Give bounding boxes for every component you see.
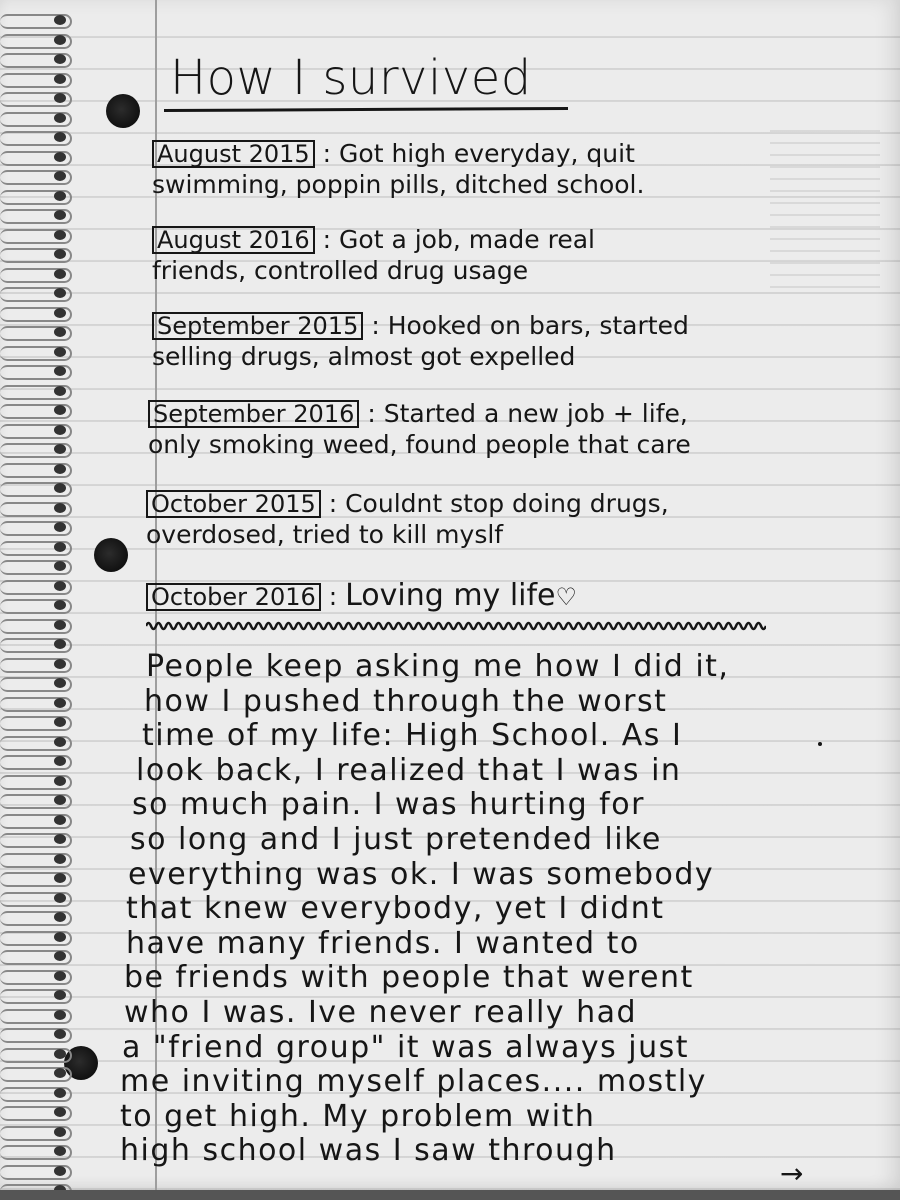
story-line: People keep asking me how I did it,	[146, 649, 730, 684]
story-line: that knew everybody, yet I didnt	[126, 891, 665, 927]
entry-date: October 2016	[146, 583, 321, 611]
entry-text: Started a new job + life,	[383, 399, 688, 428]
continue-arrow-icon: →	[780, 1157, 804, 1190]
timeline-entry: October 2016 : Loving my life♡	[146, 580, 746, 613]
entry-text: Hooked on bars, started	[387, 311, 689, 340]
story-line: have many friends. I wanted to	[126, 925, 640, 961]
entry-date: September 2015	[152, 312, 363, 340]
title-underline	[164, 107, 568, 112]
ink-dot	[818, 742, 822, 746]
timeline-entry: October 2015 : Couldnt stop doing drugs, overdosed, tried to kill myslf	[146, 488, 746, 550]
entry-text: swimming, poppin pills, ditched school.	[152, 170, 645, 199]
story-line: time of my life: High School. As I	[142, 718, 683, 754]
timeline-entry: August 2016 : Got a job, made real friends, controlled drug usage	[152, 224, 752, 286]
story-line: who I was. Ive never really had	[124, 994, 638, 1030]
timeline-entry: September 2016 : Started a new job + life, only smoking weed, found people that care	[148, 398, 748, 460]
entry-date: September 2016	[148, 400, 359, 428]
story-line: so much pain. I was hurting for	[132, 787, 645, 823]
story-line: everything was ok. I was somebody	[128, 856, 715, 892]
story-line: a "friend group" it was always just	[122, 1029, 689, 1065]
wavy-divider	[146, 618, 766, 634]
heart-icon: ♡	[555, 583, 578, 611]
entry-text: friends, controlled drug usage	[152, 256, 529, 285]
timeline-entry: August 2015 : Got high everyday, quit swimming, poppin pills, ditched school.	[152, 138, 752, 200]
story-line: be friends with people that werent	[124, 960, 694, 996]
timeline-entry: September 2015 : Hooked on bars, started selling drugs, almost got expelled	[152, 310, 752, 372]
entry-text: overdosed, tried to kill myslf	[146, 520, 504, 549]
story-line: to get high. My problem with	[120, 1098, 596, 1134]
entry-text: Got high everyday, quit	[339, 139, 635, 168]
story-line: me inviting myself places.... mostly	[120, 1064, 707, 1100]
entry-text: Loving my life	[345, 578, 556, 613]
entry-text: only smoking weed, found people that care	[148, 430, 691, 459]
entry-text: Got a job, made real	[339, 225, 595, 254]
story-line: how I pushed through the worst	[144, 683, 668, 719]
entry-text: selling drugs, almost got expelled	[152, 342, 576, 371]
entry-date: October 2015	[146, 490, 321, 518]
story-line: so long and I just pretended like	[130, 821, 662, 857]
entry-date: August 2015	[152, 140, 315, 168]
story-line: high school was I saw through	[120, 1133, 617, 1169]
entry-date: August 2016	[152, 226, 315, 254]
page-edge-shadow	[0, 1190, 900, 1200]
story-line: look back, I realized that I was in	[136, 752, 682, 788]
story-paragraph	[120, 650, 820, 1169]
page-title: How I survived	[170, 50, 532, 106]
entry-text: Couldnt stop doing drugs,	[345, 489, 669, 518]
